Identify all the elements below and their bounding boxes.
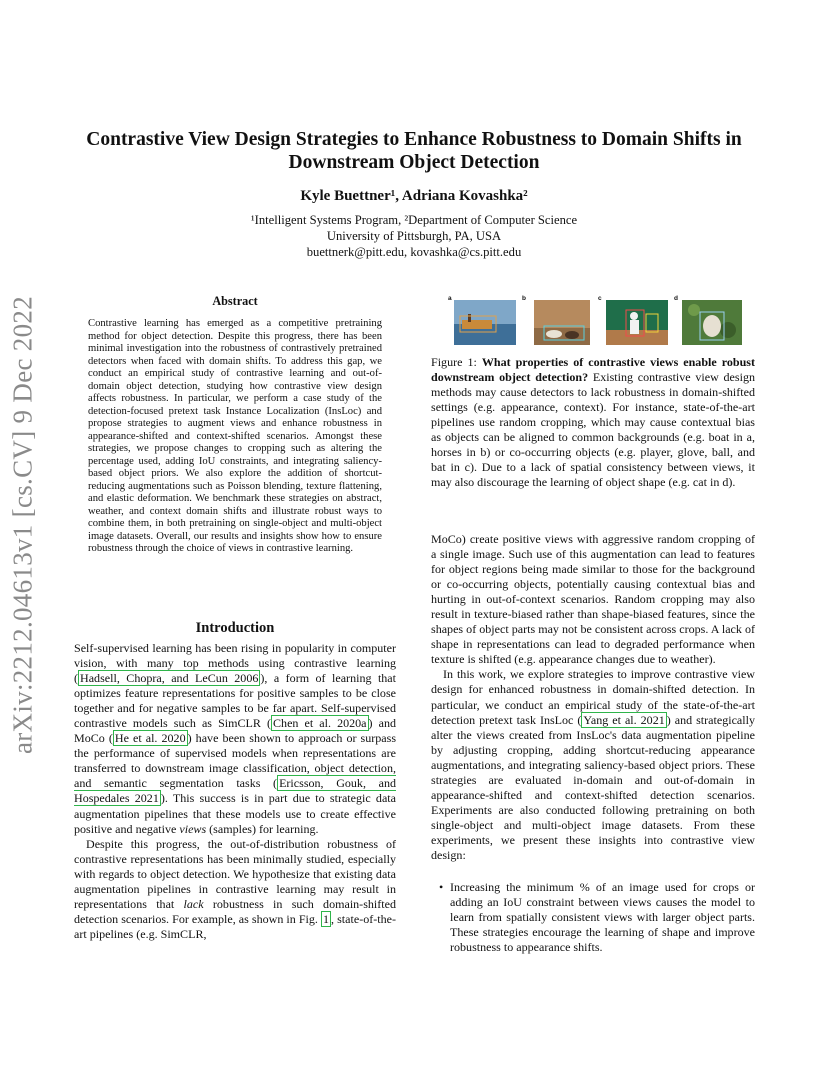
right-column-body [431, 532, 755, 863]
intro-paragraph-2: Despite this progress, the out-of-distribution robustness of contrastive representations has been minimally studied, especially with regards to object detection. We hypothesize that existing data augmentation pipelines in contrastive learning may result in representations that lack robustness in such domain-shifted detection scenarios. For example, as shown in Fig. 1 , state-of-the-art pipelines (e.g. SimCLR, [74, 836, 396, 941]
citation-link[interactable]: He et al. 2020 [114, 731, 186, 746]
introduction-body [74, 641, 396, 942]
bullet-text: Increasing the minimum % of an image used for crops or adding an IoU constraint between views causes the model to learn from spatially consistent views with larger object parts. These strategies encourage the learning of shape and improve robustness to appearance shifts. [450, 880, 755, 955]
citation-link[interactable]: Hadsell, Chopra, and LeCun 2006 [80, 671, 259, 686]
panel-label: d [674, 295, 678, 302]
right-paragraph-2: In this work, we explore strategies to improve contrastive view design for enhanced robustness in domain-shifted detection. In particular, we conduct an empirical study of the state-of-the-art detection pretext task InsLoc ( Yang et al. 2021 ) and strategically alter the views created from InsLoc's data augmentation pipeline by adjusting cropping, adding shortcut-reducing appearance augmentations, and integrating saliency-based object priors. These strategies are evaluated in-domain and out-of-domain in appearance-shifted and context-shifted detection scenarios. Experiments are also conducted following pretraining on both single-object and multi-object image datasets. From these experiments, we present these insights into contrastive view design: [431, 667, 755, 862]
panel-label: b [522, 295, 526, 302]
citation-link[interactable]: Ericsson, Gouk, and Hospedales 2021 [74, 776, 396, 806]
figure-1-caption: Figure 1: What properties of contrastive views enable robust downstream object detection? Existing contrastive view design methods may cause detectors to lack robustness in domain-shifted settings (e.g. appearance, context). For instance, state-of-the-art pipelines use random cropping, which may cause contextual bias as objects can be aligned to common backgrounds (e.g. boat in a, horses in b) or co-occurring objects (e.g. player, glove, ball, and bat in c). Due to a lack of spatial consistency between views, it may also discourage the learning of object shape (e.g. cat in d). [431, 355, 755, 490]
intro-paragraph-1: Self-supervised learning has been rising in popularity in computer vision, with many top methods using contrastive learning ( Hadsell, Chopra, and LeCun 2006 ), a form of learning that optimizes feature representations for positive samples to be close together and for negative samples to be far apart. Self-supervised contrastive models such as SimCLR ( Chen et al. 2020a ) and MoCo ( He et al. 2020 ) have been shown to approach or surpass the performance of supervised models when representations are transferred to downstream image classification, object detection, and semantic segmentation tasks ( Ericsson, Gouk, and Hospedales 2021 ). This success is in part due to strategic data augmentation pipelines that these models use to create effective positive and negative views (samples) for learning. [74, 641, 397, 836]
abstract-text: Contrastive learning has emerged as a competitive pretraining method for object detection. Despite this progress, there has been minimal investigation into the robustness of contrastively pretrained detectors when faced with domain shifts. To address this gap, we conduct an empirical study of contrastive learning and out-of-domain object detection, studying how contrastive view design affects robustness. In particular, we perform a case study of the detection-focused pretext task Instance Localization (InsLoc) and propose strategies to augment views and enhance robustness in appearance-shifted and context-shifted scenarios. Amongst these strategies, we propose changes to cropping such as altering the percentage used, adding IoU constraints, and integrating saliency-based object priors. We also explore the addition of shortcut-reducing augmentations such as Poisson blending, texture flattening, and elastic deformation. We benchmark these strategies on abstract, weather, and context domain shifts and illustrate robust ways to combine them, in both pretraining on single-object and multi-object image datasets. Overall, our results and insights show how to ensure robustness through the choice of views in contrastive learning. [88, 318, 382, 554]
paper-title: Contrastive View Design Strategies to Enhance Robustness to Domain Shifts in Downstream Object Detection [86, 129, 742, 173]
arxiv-stamp-text: arXiv:2212.04613v1 [cs.CV] 9 Dec 2022 [7, 295, 38, 755]
panel-label: c [598, 295, 602, 302]
introduction-heading: Introduction [195, 620, 275, 636]
figure-1 [448, 295, 758, 345]
citation-link[interactable]: Yang et al. 2021 [583, 712, 665, 727]
figure-panel-c [598, 295, 668, 345]
insight-bullet [431, 880, 755, 955]
email-line: buettnerk@pitt.edu, kovashka@cs.pitt.edu [306, 245, 522, 259]
university-line: University of Pittsburgh, PA, USA [326, 229, 502, 243]
panel-label: a [448, 295, 452, 302]
cat-photo-image [682, 300, 742, 345]
affiliation-line: ¹Intelligent Systems Program, ²Department of Computer Science [250, 213, 578, 227]
abstract-heading: Abstract [212, 294, 258, 308]
horses-photo-image [534, 300, 590, 345]
boat-photo-image [454, 300, 516, 345]
figure-panel-a [448, 295, 516, 345]
citation-link[interactable]: Chen et al. 2020a [273, 716, 367, 731]
figure-link[interactable]: 1 [323, 911, 330, 926]
right-paragraph-1: MoCo) create positive views with aggressive random cropping of a single image. Such use of this augmentation can lead to features for object regions being made similar to those for the background or co-occurring objects, potentially causing contextual bias and hurting in out-of-context scenarios. Random cropping may also result in texture-biased rather than shape-biased features, since the shapes of object parts may not be consistent across crops. A lack of shape in representations can lead to degraded performance when texture is shifted (e.g. appearance changes due to weather). [431, 532, 755, 667]
author-list: Kyle Buettner¹, Adriana Kovashka² [300, 188, 528, 204]
bullet-marker: • [439, 880, 444, 894]
figure-panel-b [522, 295, 590, 345]
affiliation-block [0, 212, 828, 260]
arxiv-stamp [8, 290, 38, 760]
figure-panel-d [674, 295, 744, 345]
baseball-photo-image [606, 300, 668, 345]
